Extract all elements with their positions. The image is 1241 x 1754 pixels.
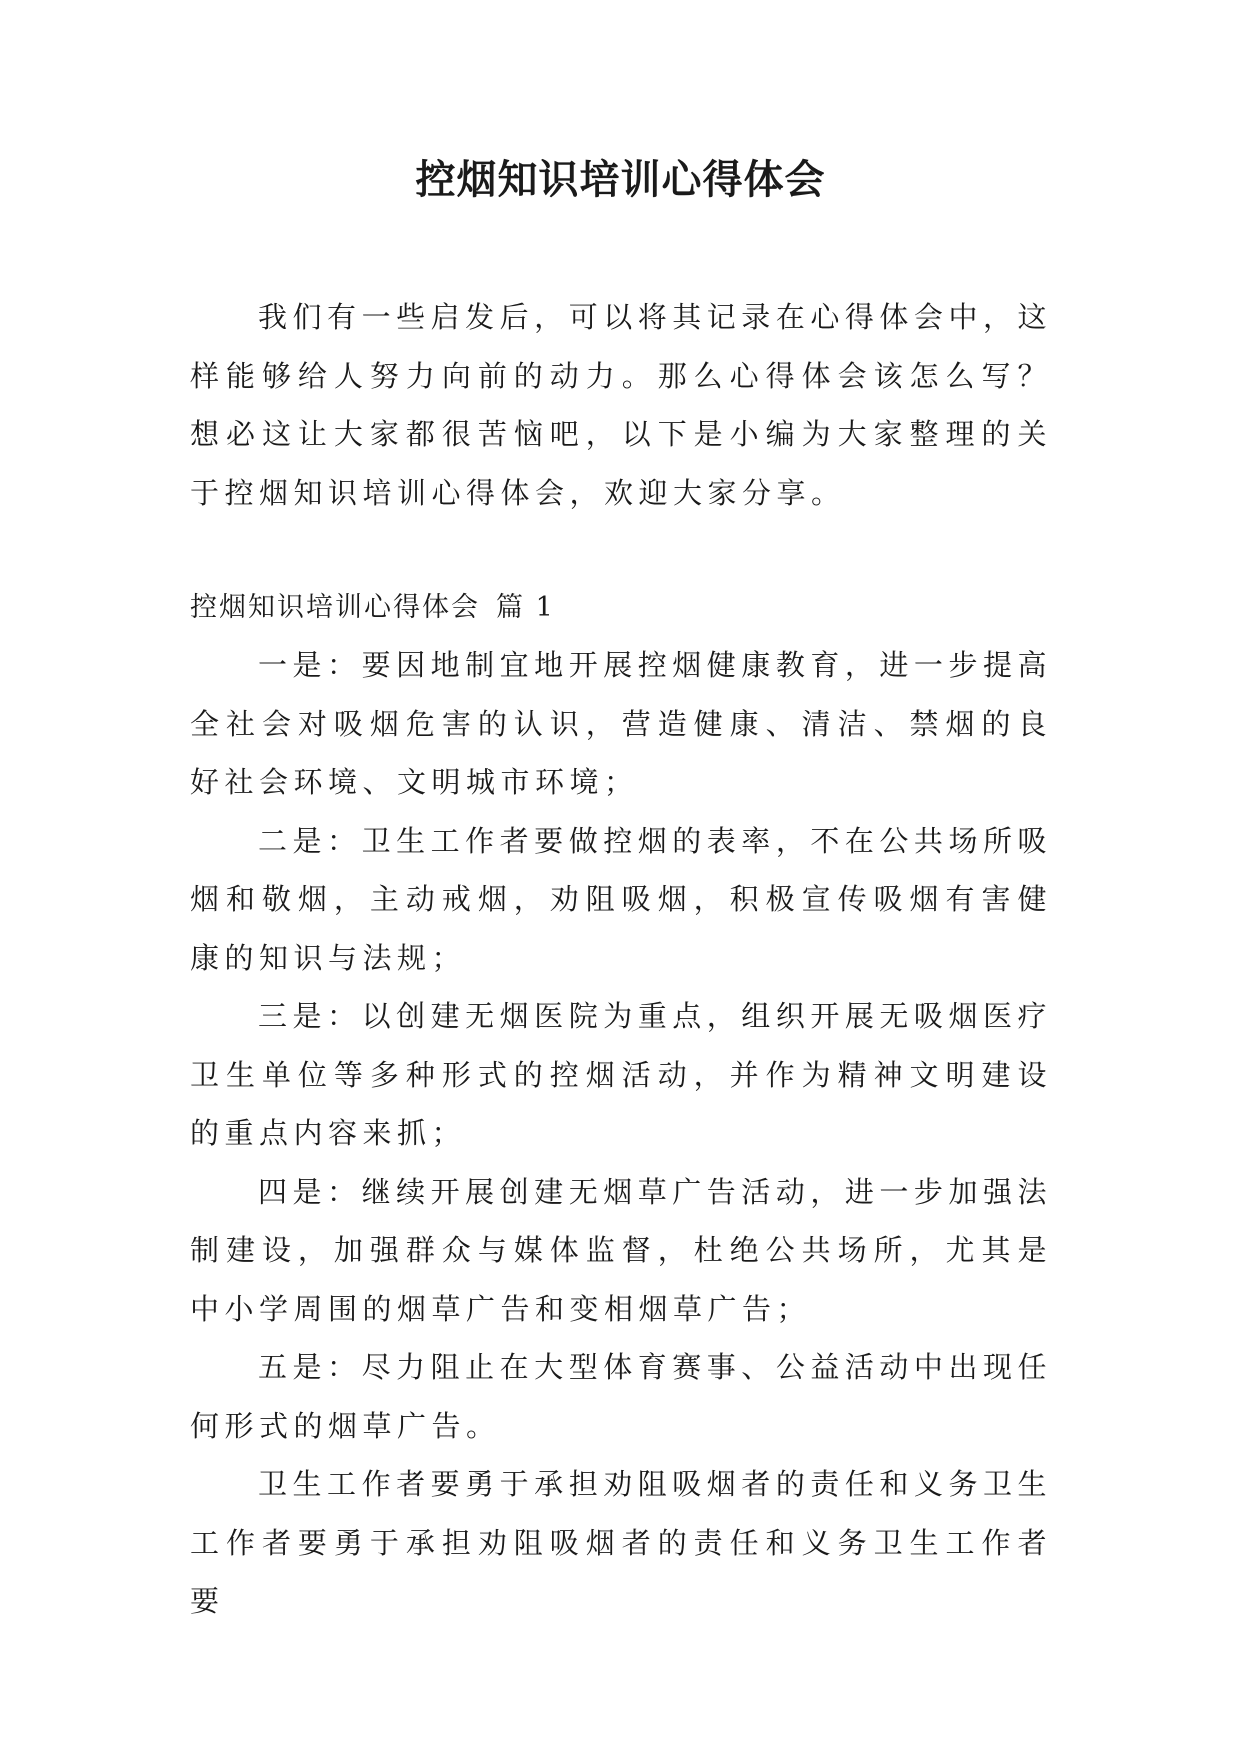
body-paragraph-6: 卫生工作者要勇于承担劝阻吸烟者的责任和义务卫生工作者要勇于承担劝阻吸烟者的责任和义务卫生工作者要 (190, 1467, 1052, 1618)
document-body (190, 288, 1052, 1631)
document-title: 控烟知识培训心得体会 (415, 156, 826, 203)
section-heading (190, 580, 1052, 636)
body-paragraph-3: 三是：以创建无烟医院为重点，组织开展无吸烟医疗卫生单位等多种形式的控烟活动，并作为精神文明建设的重点内容来抓； (190, 999, 1052, 1150)
section-label: 篇 1 (496, 592, 555, 623)
intro-paragraph: 我们有一些启发后，可以将其记录在心得体会中，这样能够给人努力向前的动力。那么心得体会该怎么写？想必这让大家都很苦恼吧，以下是小编为大家整理的关于控烟知识培训心得体会，欢迎大家分享。 (190, 300, 1052, 510)
body-paragraph-4: 四是：继续开展创建无烟草广告活动，进一步加强法制建设，加强群众与媒体监督，杜绝公共场所，尤其是中小学周围的烟草广告和变相烟草广告； (190, 1174, 1052, 1326)
body-paragraph-2: 二是：卫生工作者要做控烟的表率，不在公共场所吸烟和敬烟，主动戒烟，劝阻吸烟，积极宣传吸烟有害健康的知识与法规； (190, 823, 1052, 975)
section-title: 控烟知识培训心得体会 (190, 592, 480, 623)
body-paragraph-1: 一是：要因地制宜地开展控烟健康教育，进一步提高全社会对吸烟危害的认识，营造健康、清洁、禁烟的良好社会环境、文明城市环境； (190, 648, 1052, 799)
body-paragraph-5: 五是：尽力阻止在大型体育赛事、公益活动中出现任何形式的烟草广告。 (190, 1350, 1052, 1443)
